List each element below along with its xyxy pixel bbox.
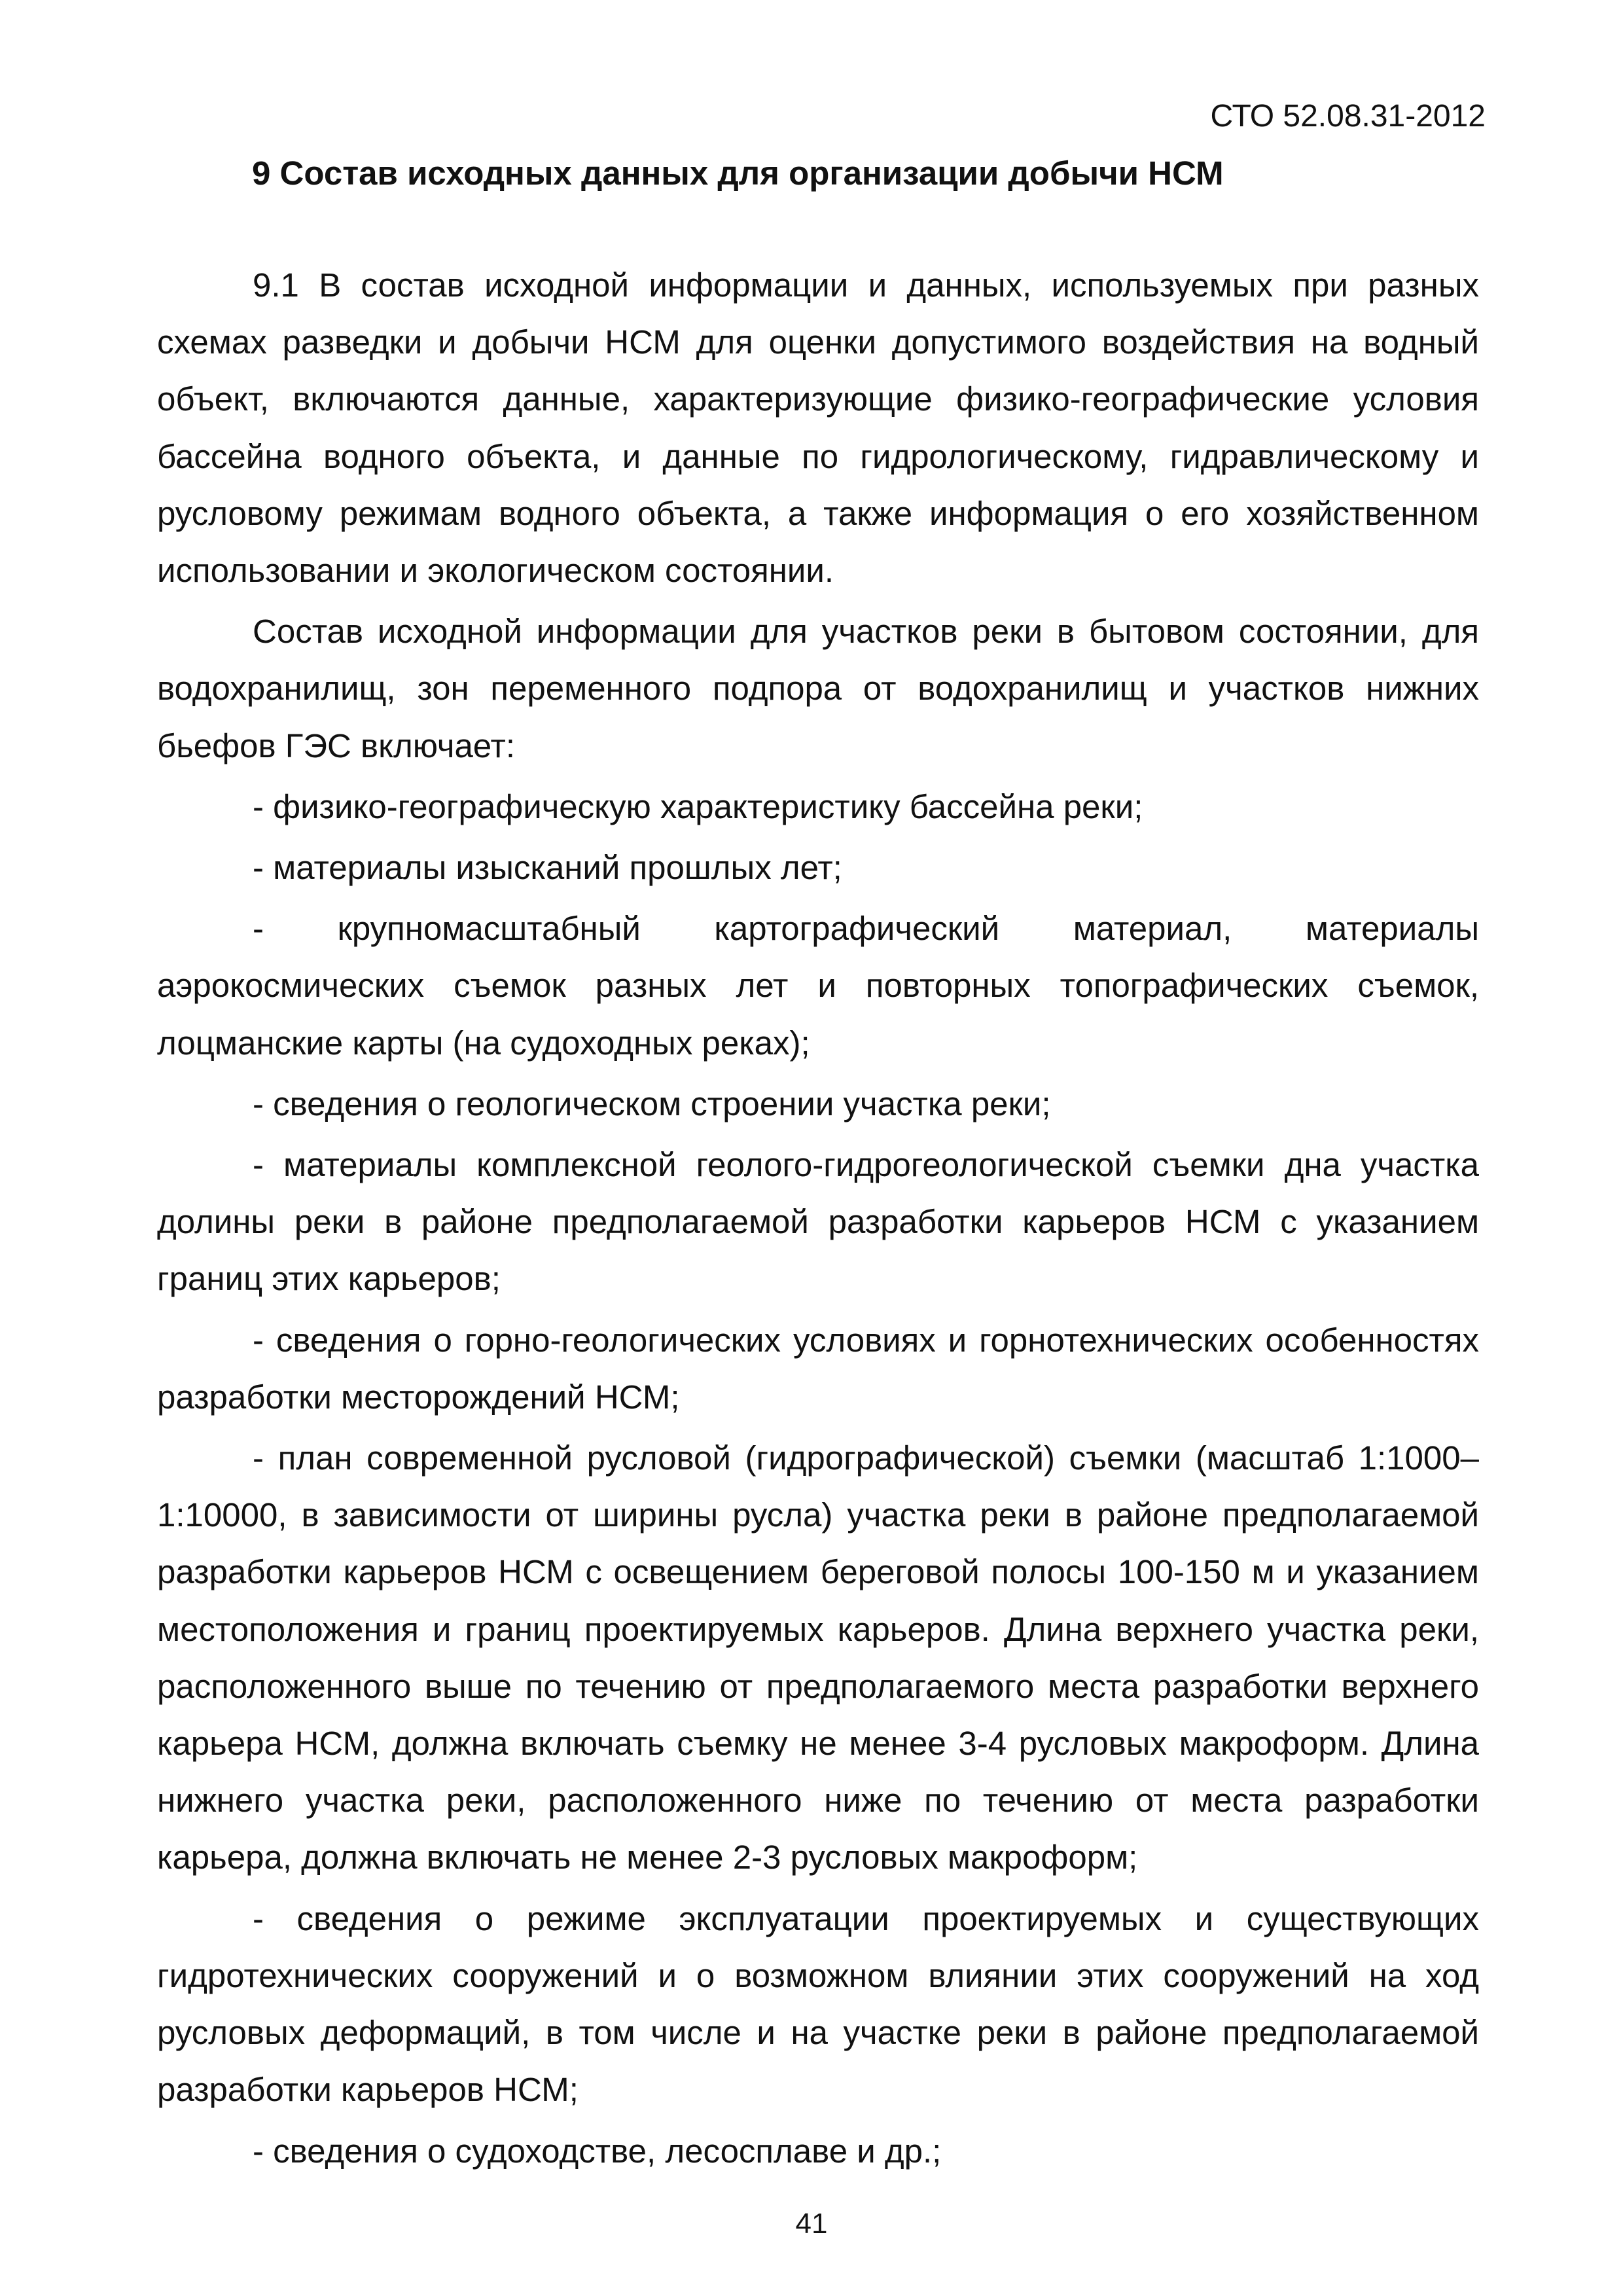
paragraph-source-info: Состав исходной информации для участков реки в бытовом состоянии, для водохранилищ, зон переменного подпора от водохранилищ и участков нижних бьефов ГЭС включает:: [157, 613, 1479, 764]
list-item-channel-survey-plan: - план современной русловой (гидрографической) съемки (масштаб 1:1000–1:10000, в зависимости от ширины русла) участка реки в районе предполагаемой разработки карьеров НСМ с освещением береговой полосы 100-150 м и указанием местоположения и границ проектируемых карьеров. Длина верхнего участка реки, расположенного выше по течению от предполагаемого места разработки верхнего карьера НСМ, должна включать съемку не менее 3-4 русловых макроформ. Длина нижнего участка реки, расположенного ниже по течению от места разработки карьера, должна включать не менее 2-3 русловых макроформ;: [157, 1439, 1479, 1876]
list-item-hydraulic-structures: - сведения о режиме эксплуатации проектируемых и существующих гидротехнических сооружений и о возможном влиянии этих сооружений на ход русловых деформаций, в том числе и на участке реки в районе предполагаемой разработки карьеров НСМ;: [157, 1899, 1479, 2109]
list-item-mining-conditions: - сведения о горно-геологических условиях и горнотехнических особенностях разработки месторождений НСМ;: [157, 1321, 1479, 1416]
list-item-geological-survey: - материалы комплексной геолого-гидрогеологической съемки дна участка долины реки в районе предполагаемой разработки карьеров НСМ с указанием границ этих карьеров;: [157, 1146, 1479, 1298]
document-code: СТО 52.08.31-2012: [1210, 99, 1486, 134]
page-number: 41: [795, 2208, 828, 2240]
list-item-physical-geography: - физико-географическую характеристику бассейна реки;: [253, 787, 1143, 825]
list-item-cartographic-material: - крупномасштабный картографический материал, материалы аэрокосмических съемок разных лет и повторных топографических съемок, лоцманские карты (на судоходных реках);: [157, 910, 1479, 1062]
list-item-navigation: - сведения о судоходстве, лесосплаве и др.;: [253, 2132, 942, 2170]
list-item-geological-structure: - сведения о геологическом строении участка реки;: [253, 1085, 1051, 1122]
paragraph-9-1: 9.1 В состав исходной информации и данных, используемых при разных схемах разведки и добычи НСМ для оценки допустимого воздействия на водный объект, включаются данные, характеризующие физико-географические условия бассейна водного объекта, и данные по гидрологическому, гидравлическому и русловому режимам водного объекта, а также информация о его хозяйственном использовании и экологическом состоянии.: [157, 266, 1479, 590]
list-item-past-surveys: - материалы изысканий прошлых лет;: [253, 849, 842, 887]
page-content: [157, 151, 1479, 2183]
section-heading: 9 Состав исходных данных для организации добычи НСМ: [252, 154, 1224, 192]
